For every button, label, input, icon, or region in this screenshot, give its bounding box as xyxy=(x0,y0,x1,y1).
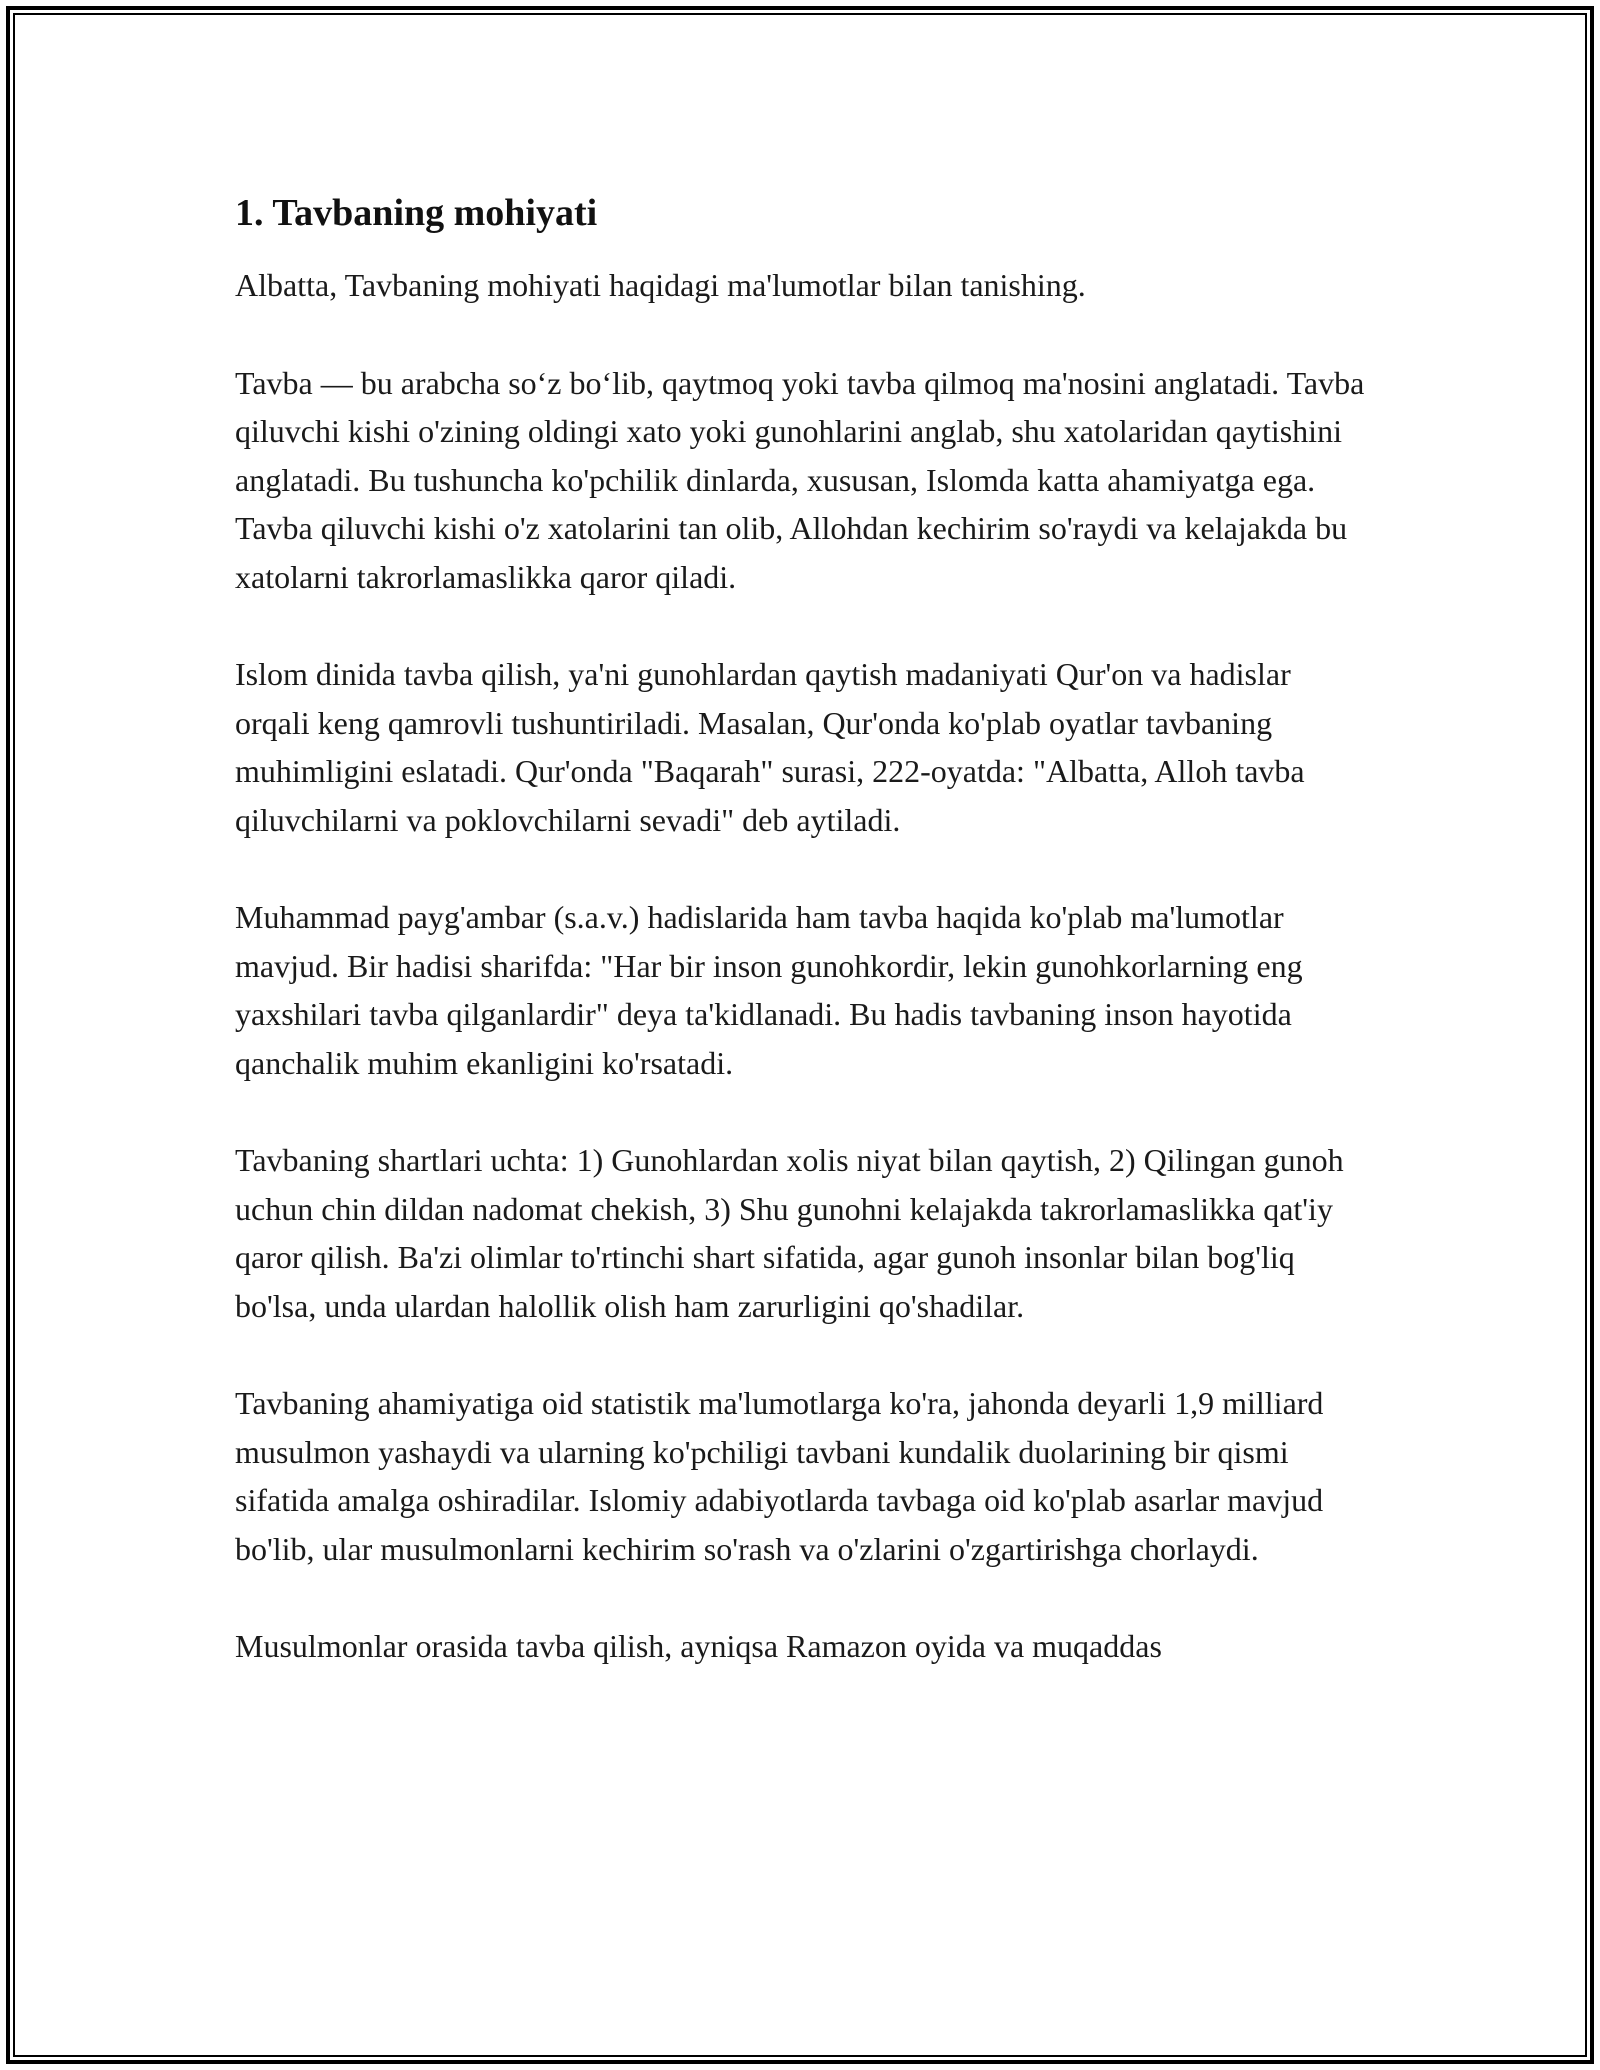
document-body xyxy=(235,185,1365,1671)
paragraph-intro: Albatta, Tavbaning mohiyati haqidagi ma'lumotlar bilan tanishing. xyxy=(235,267,1086,303)
paragraph-hadith: Muhammad payg'ambar (s.a.v.) hadislarida ham tavba haqida ko'plab ma'lumotlar mavjud. Bir hadisi sharifda: "Har bir inson gunohkordir, lekin gunohkorlarning eng yaxshilari tavba qilganlardir" deya ta'kidlanadi. Bu hadis tavbaning inson hayotida qanchalik muhim ekanligini ko'rsatadi. xyxy=(235,899,1303,1081)
section-title: 1. Tavbaning mohiyati xyxy=(235,192,598,234)
paragraph-definition: Tavba — bu arabcha so‘z bo‘lib, qaytmoq yoki tavba qilmoq ma'nosini anglatadi. Tavba qiluvchi kishi o'zining oldingi xato yoki gunohlarini anglab, shu xatolaridan qaytishini anglatadi. Bu tushuncha ko'pchilik dinlarda, xususan, Islomda katta ahamiyatga ega. Tavba qiluvchi kishi o'z xatolarini tan olib, Allohdan kechirim so'raydi va kelajakda bu xatolarni takrorlamaslikka qaror qiladi. xyxy=(235,364,1365,595)
paragraph-conditions: Tavbaning shartlari uchta: 1) Gunohlardan xolis niyat bilan qaytish, 2) Qilingan gunoh uchun chin dildan nadomat chekish, 3) Shu gunohni kelajakda takrorlamaslikka qat'iy qaror qilish. Ba'zi olimlar to'rtinchi shart sifatida, agar gunoh insonlar bilan bog'liq bo'lsa, unda ulardan halollik olish ham zarurligini qo'shadilar. xyxy=(235,1142,1344,1324)
paragraph-quran: Islom dinida tavba qilish, ya'ni gunohlardan qaytish madaniyati Qur'on va hadislar orqali keng qamrovli tushuntiriladi. Masalan, Qur'onda ko'plab oyatlar tavbaning muhimligini eslatadi. Qur'onda "Baqarah" surasi, 222-oyatda: "Albatta, Alloh tavba qiluvchilarni va poklovchilarni sevadi" deb aytiladi. xyxy=(235,656,1305,838)
paragraph-ramadan: Musulmonlar orasida tavba qilish, ayniqsa Ramazon oyida va muqaddas xyxy=(235,1628,1162,1664)
paragraph-statistics: Tavbaning ahamiyatiga oid statistik ma'lumotlarga ko'ra, jahonda deyarli 1,9 milliard musulmon yashaydi va ularning ko'pchiligi tavbani kundalik duolarining bir qismi sifatida amalga oshiradilar. Islomiy adabiyotlarda tavbaga oid ko'plab asarlar mavjud bo'lib, ular musulmonlarni kechirim so'rash va o'zlarini o'zgartirishga chorlaydi. xyxy=(235,1385,1324,1567)
